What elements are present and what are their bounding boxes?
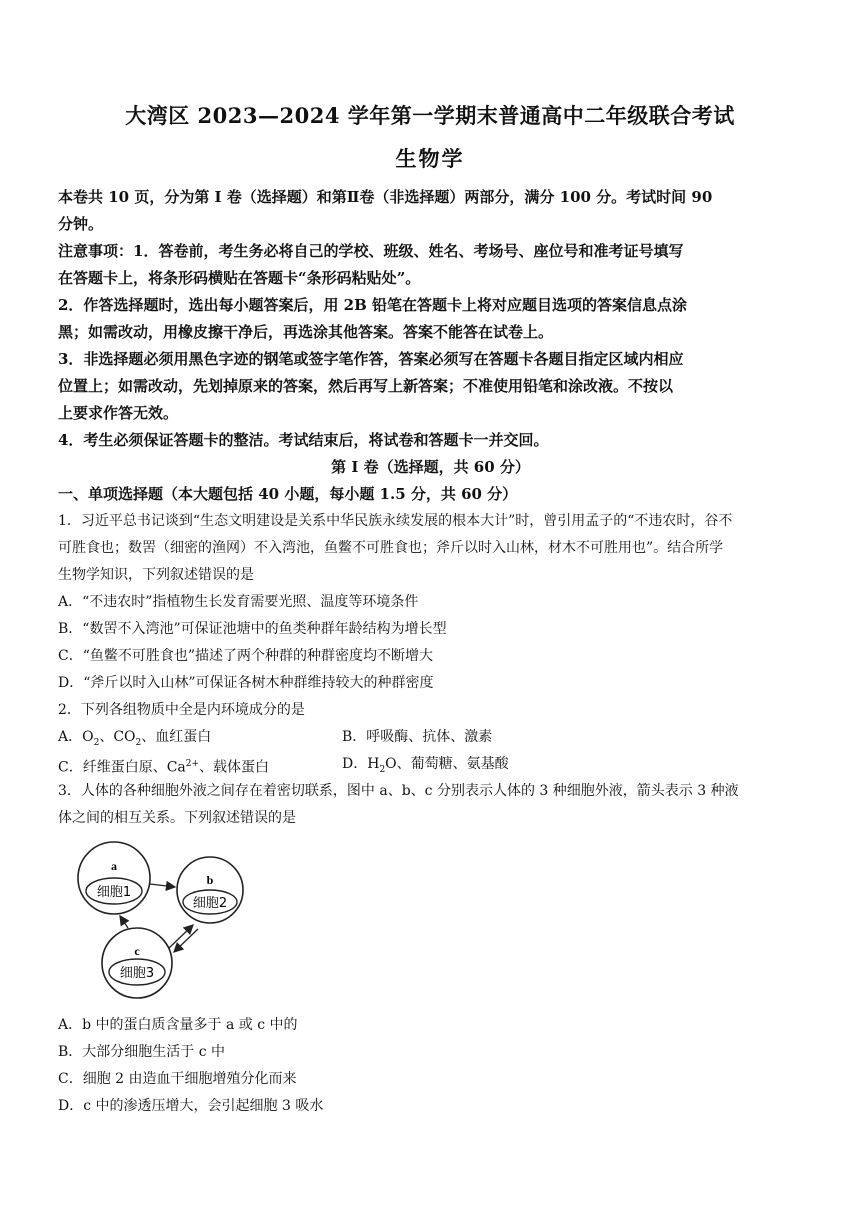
q3-stem: 体之间的相互关系。下列叙述错误的是 [58,810,296,826]
note-line: 位置上；如需改动，先划掉原来的答案，然后再写上新答案；不准使用铅笔和涂改液。不按以 [58,377,674,395]
q2-option-a: A．$O_2$、$CO_2$、血红蛋白 [58,729,212,748]
q2-stem: 2．下列各组物质中全是内环境成分的是 [58,702,305,718]
q2-option-c: C．纤维蛋白原、$Ca^{2+}$、载体蛋白 [58,759,270,776]
note-line: 在答题卡上，将条形码横贴在答题卡“条形码粘贴处”。 [58,269,421,287]
q3-option-a: A．b 中的蛋白质含量多于 a 或 c 中的 [58,1017,298,1033]
q1-stem: 可胜食也；数罟（细密的渔网）不入湾池，鱼鳖不可胜食也；斧斤以时入山林，材木不可胜用也”。结合所学 [58,540,724,556]
q3-stem: 3．人体的各种细胞外液之间存在着密切联系，图中 a、b、c 分别表示人体的 3 种细胞外液，箭头表示 3 种液 [58,783,739,799]
q2-options-row [58,751,803,778]
q1-option-b: B．“数罟不入湾池”可保证池塘中的鱼类种群年龄结构为增长型 [58,621,447,637]
intro-line: 分钟。 [58,215,104,233]
cell-1-label: 细胞1 [96,885,132,900]
q3-option-d: D．c 中的渗透压增大，会引起细胞 3 吸水 [58,1098,324,1114]
q3-options [58,1012,323,1120]
q1-option-d: D．“斧斤以时入山林”可保证各树木种群维持较大的种群密度 [58,675,434,691]
cell-2-label: 细胞2 [192,896,228,911]
q3-option-b: B．大部分细胞生活于 c 中 [58,1044,226,1060]
volume-heading: 第 I 卷（选择题，共 60 分） [331,458,530,476]
note-line: 3．非选择题必须用黑色字迹的钢笔或签字笔作答，答案必须写在答题卡各题目指定区域内相应 [58,350,684,368]
note-line: 2．作答选择题时，选出每小题答案后，用 2B 铅笔在答题卡上将对应题目选项的答案信息点涂 [58,296,688,314]
arrow-c-to-a [120,916,128,928]
fluid-a-label: a [111,859,117,873]
arrow-a-to-b [150,884,175,887]
fluid-c-label: c [134,944,140,958]
q1-stem: 1．习近平总书记谈到“生态文明建设是关系中华民族永续发展的根本大计”时，曾引用孟子的“不违农时，谷不 [58,513,733,529]
instructions [58,184,803,832]
q2-option-d: D．$H_2O$、葡萄糖、氨基酸 [342,756,509,775]
q1-stem: 生物学知识，下列叙述错误的是 [58,567,254,583]
part-heading: 一、单项选择题（本大题包括 40 小题，每小题 1.5 分，共 60 分） [58,485,518,503]
fluid-b-label: b [206,873,214,887]
q2-options-row [58,724,803,751]
fluid-relationship-diagram [72,840,252,1005]
note-line: 黑；如需改动，用橡皮擦干净后，再选涂其他答案。答案不能答在试卷上。 [58,323,554,341]
note-line: 4．考生必须保证答题卡的整洁。考试结束后，将试卷和答题卡一并交回。 [58,431,549,449]
q1-option-a: A．“不违农时”指植物生长发育需要光照、温度等环境条件 [58,594,419,610]
q3-option-c: C．细胞 2 由造血干细胞增殖分化而来 [58,1071,297,1087]
exam-subject: 生物学 [395,146,465,171]
exam-title: 大湾区 2023—2024 学年第一学期末普通高中二年级联合考试 [125,103,735,128]
note-line: 上要求作答无效。 [58,404,179,422]
q1-option-c: C．“鱼鳖不可胜食也”描述了两个种群的种群密度均不断增大 [58,648,434,664]
cell-3-label: 细胞3 [119,966,155,981]
intro-line: 本卷共 10 页，分为第 I 卷（选择题）和第Ⅱ卷（非选择题）两部分，满分 100 分。考试时间 90 [58,188,713,206]
q2-option-b: B．呼吸酶、抗体、激素 [342,729,493,745]
note-line: 注意事项：1．答卷前，考生务必将自己的学校、班级、姓名、考场号、座位号和准考证号填写 [58,242,684,260]
